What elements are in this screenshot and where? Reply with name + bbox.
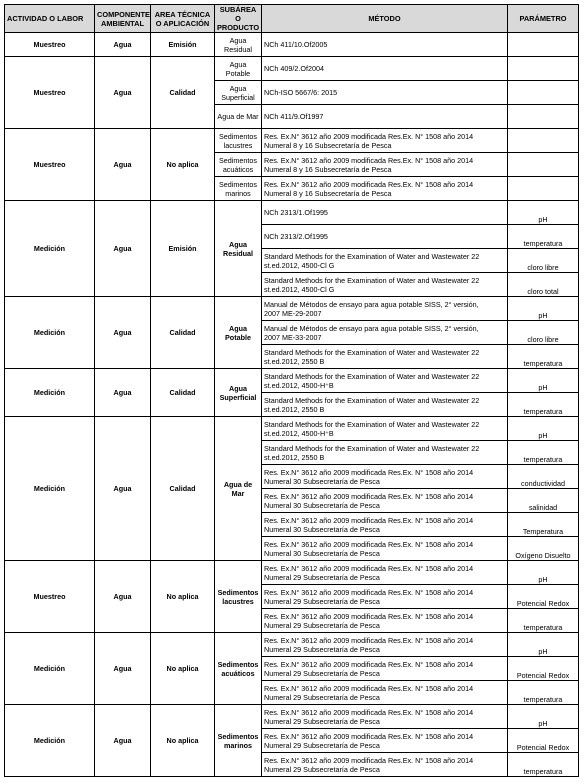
metodo-cell: [262, 81, 508, 105]
table-row: [5, 297, 579, 321]
componente-cell: Agua: [95, 561, 151, 633]
metodo-line: Res. Ex.N° 3612 año 2009 modificada Res.Ex. N° 1508 año 2014: [264, 179, 474, 189]
componente-cell: Agua: [95, 297, 151, 369]
subarea-cell: Agua Potable: [215, 297, 262, 369]
metodo-line: Manual de Métodos de ensayo para agua potable SISS, 2° versión,: [264, 323, 479, 333]
metodo-line: Res. Ex.N° 3612 año 2009 modificada Res.Ex. N° 1508 año 2014: [264, 515, 474, 525]
metodo-line: Numeral 29 Subsecretaría de Pesca: [264, 740, 380, 750]
subarea-cell: Sedimentos acuáticos: [215, 633, 262, 705]
area-cell: No aplica: [151, 633, 215, 705]
metodo-cell: [262, 177, 508, 201]
parametro-cell: pH: [508, 633, 579, 657]
actividad-cell: Medición: [5, 705, 95, 777]
table-row: [5, 417, 579, 441]
subarea-cell: Agua de Mar: [215, 417, 262, 561]
metodo-line: Standard Methods for the Examination of Water and Wastewater 22: [264, 251, 480, 261]
area-cell: No aplica: [151, 561, 215, 633]
parametro-cell: Oxígeno Disuelto: [508, 537, 579, 561]
metodo-cell: [262, 57, 508, 81]
metodo-line: 2007 ME-33-2007: [264, 332, 322, 342]
metodo-line: Numeral 29 Subsecretaría de Pesca: [264, 764, 380, 774]
table-row: [5, 633, 579, 657]
parametro-cell: temperatura: [508, 609, 579, 633]
metodo-cell: [262, 753, 508, 777]
header-actividad: ACTIVIDAD O LABOR: [5, 5, 95, 33]
metodo-line: Standard Methods for the Examination of Water and Wastewater 22: [264, 395, 480, 405]
subarea-cell: Agua Superficial: [215, 81, 262, 105]
parametro-cell: salinidad: [508, 489, 579, 513]
metodo-line: st.ed.2012, 2550 B: [264, 356, 325, 366]
header-parametro: PARÁMETRO: [508, 5, 579, 33]
actividad-cell: Medición: [5, 417, 95, 561]
metodo-line: st.ed.2012, 4500-H⁺B: [264, 428, 334, 438]
metodo-line: Res. Ex.N° 3612 año 2009 modificada Res.Ex. N° 1508 año 2014: [264, 755, 474, 765]
parametro-cell: cloro total: [508, 273, 579, 297]
metodo-line: Res. Ex.N° 3612 año 2009 modificada Res.Ex. N° 1508 año 2014: [264, 659, 474, 669]
table-row: [5, 561, 579, 585]
metodo-line: NCh 411/9.Of1997: [264, 112, 324, 121]
metodo-cell: [262, 465, 508, 489]
parametro-cell: pH: [508, 369, 579, 393]
metodo-cell: [262, 297, 508, 321]
componente-cell: Agua: [95, 57, 151, 129]
area-cell: Calidad: [151, 369, 215, 417]
metodo-line: st.ed.2012, 2550 B: [264, 452, 325, 462]
metodo-line: Numeral 29 Subsecretaría de Pesca: [264, 692, 380, 702]
area-cell: Calidad: [151, 297, 215, 369]
metodo-cell: [262, 273, 508, 297]
metodo-line: NCh 409/2.Of2004: [264, 64, 324, 73]
metodo-line: NCh-ISO 5667/6: 2015: [264, 88, 338, 97]
actividad-cell: Muestreo: [5, 561, 95, 633]
metodo-cell: [262, 369, 508, 393]
parametro-cell: pH: [508, 561, 579, 585]
area-cell: Emisión: [151, 201, 215, 297]
header-area: AREA TÉCNICA O APLICACIÓN: [151, 5, 215, 33]
subarea-cell: Sedimentos marinos: [215, 177, 262, 201]
table-body: [5, 33, 579, 777]
actividad-cell: Muestreo: [5, 57, 95, 129]
metodo-cell: [262, 129, 508, 153]
subarea-cell: Agua Residual: [215, 33, 262, 57]
metodo-cell: [262, 585, 508, 609]
parametro-cell: temperatura: [508, 393, 579, 417]
metodo-line: Res. Ex.N° 3612 año 2009 modificada Res.Ex. N° 1508 año 2014: [264, 467, 474, 477]
parametro-cell: pH: [508, 705, 579, 729]
metodo-line: Standard Methods for the Examination of Water and Wastewater 22: [264, 371, 480, 381]
metodo-cell: [262, 489, 508, 513]
metodo-line: Res. Ex.N° 3612 año 2009 modificada Res.Ex. N° 1508 año 2014: [264, 155, 474, 165]
metodo-cell: [262, 33, 508, 57]
accreditation-table: [4, 4, 579, 777]
metodo-cell: [262, 321, 508, 345]
metodo-line: Res. Ex.N° 3612 año 2009 modificada Res.Ex. N° 1508 año 2014: [264, 635, 474, 645]
parametro-cell: pH: [508, 417, 579, 441]
parametro-cell: Potencial Redox: [508, 729, 579, 753]
metodo-line: Res. Ex.N° 3612 año 2009 modificada Res.Ex. N° 1508 año 2014: [264, 707, 474, 717]
metodo-line: Numeral 29 Subsecretaría de Pesca: [264, 596, 380, 606]
parametro-cell: [508, 33, 579, 57]
actividad-cell: Muestreo: [5, 129, 95, 201]
metodo-line: Standard Methods for the Examination of Water and Wastewater 22: [264, 347, 480, 357]
metodo-line: Numeral 29 Subsecretaría de Pesca: [264, 668, 380, 678]
parametro-cell: Temperatura: [508, 513, 579, 537]
subarea-cell: Agua Residual: [215, 201, 262, 297]
table-row: [5, 201, 579, 225]
parametro-cell: [508, 57, 579, 81]
metodo-line: st.ed.2012, 2550 B: [264, 404, 325, 414]
metodo-cell: [262, 105, 508, 129]
header-subarea: SUBÁREA O PRODUCTO: [215, 5, 262, 33]
metodo-line: st.ed.2012, 4500-Cl G: [264, 260, 335, 270]
parametro-cell: temperatura: [508, 441, 579, 465]
subarea-cell: Sedimentos marinos: [215, 705, 262, 777]
metodo-line: Manual de Métodos de ensayo para agua potable SISS, 2° versión,: [264, 299, 479, 309]
metodo-cell: [262, 345, 508, 369]
parametro-cell: temperatura: [508, 681, 579, 705]
metodo-line: Numeral 30 Subsecretaría de Pesca: [264, 548, 380, 558]
metodo-line: NCh 2313/2.Of1995: [264, 232, 328, 241]
subarea-cell: Sedimentos acuáticos: [215, 153, 262, 177]
componente-cell: Agua: [95, 369, 151, 417]
metodo-cell: [262, 681, 508, 705]
actividad-cell: Muestreo: [5, 33, 95, 57]
parametro-cell: Potencial Redox: [508, 585, 579, 609]
table-row: [5, 57, 579, 81]
metodo-line: Res. Ex.N° 3612 año 2009 modificada Res.Ex. N° 1508 año 2014: [264, 611, 474, 621]
metodo-line: Numeral 8 y 16 Subsecretaría de Pesca: [264, 140, 392, 150]
metodo-line: Numeral 30 Subsecretaría de Pesca: [264, 524, 380, 534]
actividad-cell: Medición: [5, 369, 95, 417]
parametro-cell: conductividad: [508, 465, 579, 489]
subarea-cell: Agua Potable: [215, 57, 262, 81]
metodo-line: Numeral 29 Subsecretaría de Pesca: [264, 644, 380, 654]
parametro-cell: cloro libre: [508, 321, 579, 345]
metodo-line: Res. Ex.N° 3612 año 2009 modificada Res.Ex. N° 1508 año 2014: [264, 731, 474, 741]
metodo-cell: [262, 705, 508, 729]
componente-cell: Agua: [95, 633, 151, 705]
table-row: [5, 705, 579, 729]
componente-cell: Agua: [95, 201, 151, 297]
metodo-line: Res. Ex.N° 3612 año 2009 modificada Res.Ex. N° 1508 año 2014: [264, 563, 474, 573]
metodo-cell: [262, 153, 508, 177]
metodo-line: Res. Ex.N° 3612 año 2009 modificada Res.Ex. N° 1508 año 2014: [264, 539, 474, 549]
metodo-cell: [262, 249, 508, 273]
parametro-cell: [508, 129, 579, 153]
area-cell: Calidad: [151, 57, 215, 129]
parametro-cell: [508, 153, 579, 177]
metodo-line: Res. Ex.N° 3612 año 2009 modificada Res.Ex. N° 1508 año 2014: [264, 131, 474, 141]
parametro-cell: temperatura: [508, 345, 579, 369]
parametro-cell: pH: [508, 297, 579, 321]
parametro-cell: temperatura: [508, 225, 579, 249]
metodo-line: Numeral 8 y 16 Subsecretaría de Pesca: [264, 164, 392, 174]
componente-cell: Agua: [95, 417, 151, 561]
metodo-cell: [262, 441, 508, 465]
metodo-cell: [262, 657, 508, 681]
metodo-line: Numeral 30 Subsecretaría de Pesca: [264, 500, 380, 510]
metodo-line: Numeral 29 Subsecretaría de Pesca: [264, 572, 380, 582]
area-cell: Emisión: [151, 33, 215, 57]
metodo-line: Standard Methods for the Examination of Water and Wastewater 22: [264, 443, 480, 453]
metodo-cell: [262, 201, 508, 225]
actividad-cell: Medición: [5, 201, 95, 297]
metodo-line: st.ed.2012, 4500-Cl G: [264, 284, 335, 294]
componente-cell: Agua: [95, 129, 151, 201]
table-row: [5, 129, 579, 153]
metodo-cell: [262, 561, 508, 585]
area-cell: No aplica: [151, 705, 215, 777]
metodo-line: Standard Methods for the Examination of Water and Wastewater 22: [264, 275, 480, 285]
parametro-cell: [508, 177, 579, 201]
metodo-line: Res. Ex.N° 3612 año 2009 modificada Res.Ex. N° 1508 año 2014: [264, 491, 474, 501]
parametro-cell: [508, 81, 579, 105]
metodo-line: Numeral 29 Subsecretaría de Pesca: [264, 716, 380, 726]
parametro-cell: Potencial Redox: [508, 657, 579, 681]
subarea-cell: Agua Superficial: [215, 369, 262, 417]
metodo-cell: [262, 513, 508, 537]
area-cell: Calidad: [151, 417, 215, 561]
metodo-line: st.ed.2012, 4500-H⁺B: [264, 380, 334, 390]
metodo-line: Standard Methods for the Examination of Water and Wastewater 22: [264, 419, 480, 429]
metodo-cell: [262, 417, 508, 441]
subarea-cell: Agua de Mar: [215, 105, 262, 129]
header-metodo: MÉTODO: [262, 5, 508, 33]
metodo-cell: [262, 225, 508, 249]
parametro-cell: pH: [508, 201, 579, 225]
metodo-line: NCh 2313/1.Of1995: [264, 208, 328, 217]
subarea-cell: Sedimentos lacustres: [215, 129, 262, 153]
parametro-cell: cloro libre: [508, 249, 579, 273]
actividad-cell: Medición: [5, 633, 95, 705]
table-row: [5, 33, 579, 57]
metodo-cell: [262, 609, 508, 633]
parametro-cell: [508, 105, 579, 129]
parametro-cell: temperatura: [508, 753, 579, 777]
actividad-cell: Medición: [5, 297, 95, 369]
metodo-cell: [262, 393, 508, 417]
table-row: [5, 369, 579, 393]
table-header: [5, 5, 579, 33]
metodo-line: 2007 ME-29-2007: [264, 308, 322, 318]
metodo-line: Res. Ex.N° 3612 año 2009 modificada Res.Ex. N° 1508 año 2014: [264, 587, 474, 597]
metodo-line: Res. Ex.N° 3612 año 2009 modificada Res.Ex. N° 1508 año 2014: [264, 683, 474, 693]
metodo-line: Numeral 29 Subsecretaría de Pesca: [264, 620, 380, 630]
subarea-cell: Sedimentos lacustres: [215, 561, 262, 633]
metodo-cell: [262, 729, 508, 753]
componente-cell: Agua: [95, 705, 151, 777]
area-cell: No aplica: [151, 129, 215, 201]
metodo-cell: [262, 633, 508, 657]
componente-cell: Agua: [95, 33, 151, 57]
metodo-line: Numeral 30 Subsecretaría de Pesca: [264, 476, 380, 486]
header-componente: COMPONENTE AMBIENTAL: [95, 5, 151, 33]
metodo-line: NCh 411/10.Of2005: [264, 40, 328, 49]
metodo-cell: [262, 537, 508, 561]
metodo-line: Numeral 8 y 16 Subsecretaría de Pesca: [264, 188, 392, 198]
